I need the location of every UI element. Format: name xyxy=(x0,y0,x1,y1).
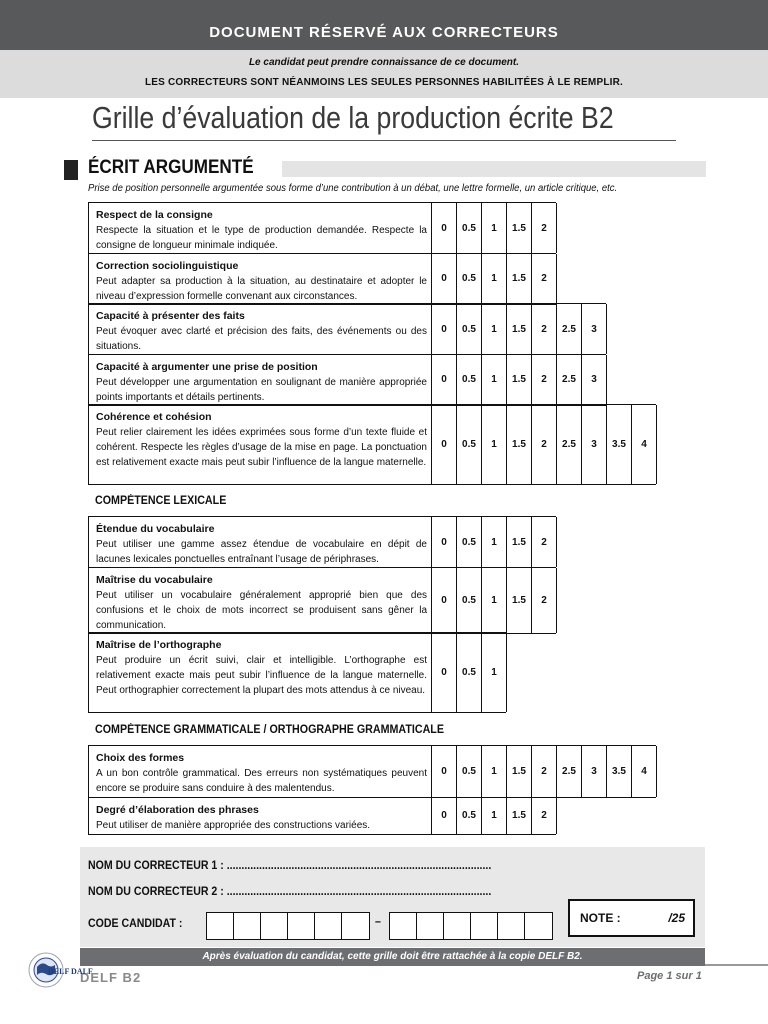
score-option[interactable]: 0 xyxy=(432,304,457,354)
note-box[interactable] xyxy=(568,899,695,937)
criterion-title: Cohérence et cohésion xyxy=(96,411,212,423)
score-cells xyxy=(432,633,507,712)
score-option[interactable]: 1 xyxy=(482,405,507,484)
criterion-title: Capacité à argumenter une prise de position xyxy=(96,360,318,373)
score-option[interactable]: 2 xyxy=(532,746,557,797)
criterion-text: Peut utiliser un vocabulaire généralement approprié bien que des confusions et le choix de mots incorrect se produisent sans gêner la communication. xyxy=(96,589,427,631)
criterion-title: Degré d’élaboration des phrases xyxy=(96,803,259,816)
score-cells xyxy=(432,798,557,834)
score-option[interactable]: 1 xyxy=(482,746,507,797)
code-box[interactable] xyxy=(498,913,525,939)
score-option[interactable]: 2 xyxy=(532,517,557,567)
score-option[interactable]: 2 xyxy=(532,405,557,484)
code-box[interactable] xyxy=(234,913,261,939)
score-option[interactable]: 1.5 xyxy=(507,203,532,253)
score-option[interactable]: 3 xyxy=(582,355,607,405)
score-option[interactable]: 1.5 xyxy=(507,798,532,834)
score-option[interactable]: 2 xyxy=(532,203,557,253)
score-option[interactable]: 0 xyxy=(432,203,457,253)
criterion-row xyxy=(88,202,556,254)
score-option[interactable]: 1 xyxy=(482,568,507,633)
score-option[interactable]: 0.5 xyxy=(457,517,482,567)
criterion-row xyxy=(88,303,606,355)
exam-label: DELF B2 xyxy=(80,970,142,985)
score-option[interactable]: 0 xyxy=(432,405,457,484)
score-option[interactable]: 1.5 xyxy=(507,746,532,797)
criterion-title: Choix des formes xyxy=(96,752,185,764)
score-option[interactable]: 1 xyxy=(482,254,507,304)
score-option[interactable]: 3 xyxy=(582,304,607,354)
logo-text: DELF DALF xyxy=(48,967,93,976)
score-option[interactable]: 1.5 xyxy=(507,517,532,567)
score-option[interactable]: 1.5 xyxy=(507,254,532,304)
score-option[interactable]: 0 xyxy=(432,517,457,567)
page-number: Page 1 sur 1 xyxy=(637,970,702,982)
score-option[interactable]: 0 xyxy=(432,798,457,834)
code-box[interactable] xyxy=(342,913,369,939)
criterion-row xyxy=(88,253,556,305)
candidate-code-boxes-2[interactable] xyxy=(389,912,553,940)
note-label: NOTE : xyxy=(580,911,621,925)
criterion-row xyxy=(88,797,556,835)
score-cells xyxy=(432,405,657,484)
score-option[interactable]: 1 xyxy=(482,355,507,405)
section-title: ÉCRIT ARGUMENTÉ xyxy=(88,157,254,178)
criterion-row xyxy=(88,567,556,634)
score-cells xyxy=(432,254,557,304)
score-option[interactable]: 2 xyxy=(532,304,557,354)
code-dash: – xyxy=(375,916,381,928)
score-option[interactable]: 1 xyxy=(482,304,507,354)
score-option[interactable]: 2.5 xyxy=(557,746,582,797)
criterion-text: Peut utiliser une gamme assez étendue de vocabulaire en dépit de lacunes lexicales ponctuelles entraînant l’usage de périphrases. xyxy=(96,539,427,565)
code-box[interactable] xyxy=(390,913,417,939)
score-option[interactable]: 0 xyxy=(432,355,457,405)
notice-line-2: LES CORRECTEURS SONT NÉANMOINS LES SEULES PERSONNES HABILITÉES À LE REMPLIR. xyxy=(144,77,624,88)
criterion-description xyxy=(89,746,432,797)
section-subtitle: Prise de position personnelle argumentée sous forme d’une contribution à un débat, une lettre formelle, un article critique, etc. xyxy=(88,183,618,194)
criterion-description xyxy=(89,355,432,405)
code-box[interactable] xyxy=(261,913,288,939)
criterion-title: Capacité à présenter des faits xyxy=(96,310,245,322)
criterion-text: Peut produire un écrit suivi, clair et intelligible. L’orthographe est relativement exacte mais peut subir l’influence de la langue maternelle. Peut orthographier correctement la plupart des mots attendus à ce niveau. xyxy=(96,655,427,696)
score-option[interactable]: 1 xyxy=(482,633,507,712)
criterion-text: Peut développer une argumentation en soulignant de manière appropriée points importants et détails pertinents. xyxy=(96,376,427,403)
criterion-text: A un bon contrôle grammatical. Des erreurs non systématiques peuvent encore se produire sans conduire à des malentendus. xyxy=(96,768,427,794)
score-option[interactable]: 0 xyxy=(432,254,457,304)
score-option[interactable]: 3.5 xyxy=(607,405,632,484)
criterion-title: Étendue du vocabulaire xyxy=(96,523,215,535)
score-option[interactable]: 1 xyxy=(482,517,507,567)
score-cells xyxy=(432,304,607,354)
criterion-text: Peut utiliser de manière appropriée des constructions variées. xyxy=(96,819,371,831)
score-option[interactable]: 1.5 xyxy=(507,355,532,405)
score-cells xyxy=(432,746,657,797)
criterion-text: Respecte la situation et le type de production demandée. Respecte la consigne de longueur minimale indiquée. xyxy=(96,225,427,251)
score-option[interactable]: 4 xyxy=(632,746,657,797)
criterion-description xyxy=(89,203,432,253)
score-option[interactable]: 2 xyxy=(532,254,557,304)
code-box[interactable] xyxy=(525,913,552,939)
score-option[interactable]: 0.5 xyxy=(457,568,482,633)
score-option[interactable]: 4 xyxy=(632,405,657,484)
criterion-row xyxy=(88,404,656,485)
score-option[interactable]: 0 xyxy=(432,746,457,797)
score-option[interactable]: 0.5 xyxy=(457,746,482,797)
score-option[interactable]: 2 xyxy=(532,568,557,633)
criterion-title: Correction sociolinguistique xyxy=(96,259,239,272)
footer-rule xyxy=(705,964,768,966)
criterion-title: Maîtrise du vocabulaire xyxy=(96,573,213,586)
criterion-row xyxy=(88,745,656,798)
title-underline xyxy=(92,140,676,141)
score-cells xyxy=(432,203,557,253)
criterion-text: Peut relier clairement les idées exprimées sous forme d’un texte fluide et cohérent. Respecte les règles d’usage de la mise en page. La ponctuation est relativement exacte mais peut subir l’influence de la langue maternelle. xyxy=(96,427,427,468)
corrector-2-field[interactable]: NOM DU CORRECTEUR 2 : .......................................................................................... xyxy=(88,886,492,898)
note-total: /25 xyxy=(668,911,685,925)
score-option[interactable]: 1.5 xyxy=(507,568,532,633)
criterion-row xyxy=(88,632,506,713)
score-option[interactable]: 0.5 xyxy=(457,304,482,354)
score-option[interactable]: 1 xyxy=(482,798,507,834)
notice-line-1: Le candidat peut prendre connaissance de ce document. xyxy=(248,57,520,68)
criterion-text: Peut évoquer avec clarté et précision des faits, des événements ou des situations. xyxy=(96,326,427,352)
corrector-1-field[interactable]: NOM DU CORRECTEUR 1 : .......................................................................................... xyxy=(88,860,492,872)
score-option[interactable]: 2 xyxy=(532,355,557,405)
criterion-description xyxy=(89,405,432,484)
candidate-notice xyxy=(0,50,768,98)
criterion-row xyxy=(88,516,556,568)
criterion-description xyxy=(89,568,432,633)
delf-dalf-logo xyxy=(26,950,93,990)
code-box[interactable] xyxy=(444,913,471,939)
score-option[interactable]: 3 xyxy=(582,405,607,484)
criterion-title: Respect de la consigne xyxy=(96,209,213,221)
section-title-bar xyxy=(282,161,706,177)
score-cells xyxy=(432,355,607,405)
attach-notice: Après évaluation du candidat, cette grille doit être rattachée à la copie DELF B2. xyxy=(80,948,705,966)
candidate-code-label: CODE CANDIDAT : xyxy=(88,918,183,930)
criterion-description xyxy=(89,517,432,567)
heading-lexical: COMPÉTENCE LEXICALE xyxy=(95,495,227,507)
reserved-banner: DOCUMENT RÉSERVÉ AUX CORRECTEURS xyxy=(0,0,768,50)
score-cells xyxy=(432,517,557,567)
score-option[interactable]: 0.5 xyxy=(457,798,482,834)
criterion-row xyxy=(88,354,606,406)
score-option[interactable]: 1.5 xyxy=(507,304,532,354)
score-option[interactable]: 0 xyxy=(432,633,457,712)
score-option[interactable]: 0.5 xyxy=(457,203,482,253)
score-option[interactable]: 3 xyxy=(582,746,607,797)
score-option[interactable]: 2.5 xyxy=(557,304,582,354)
code-box[interactable] xyxy=(315,913,342,939)
candidate-code-boxes-1[interactable] xyxy=(206,912,370,940)
criterion-text: Peut adapter sa production à la situation, au destinataire et adopter le niveau d’expression formelle convenant aux circonstances. xyxy=(96,275,427,302)
score-option[interactable]: 2.5 xyxy=(557,405,582,484)
code-box[interactable] xyxy=(207,913,234,939)
code-box[interactable] xyxy=(417,913,444,939)
score-option[interactable]: 2 xyxy=(532,798,557,834)
score-option[interactable]: 0.5 xyxy=(457,633,482,712)
score-option[interactable]: 0 xyxy=(432,568,457,633)
score-option[interactable]: 0.5 xyxy=(457,405,482,484)
criterion-description xyxy=(89,304,432,354)
score-option[interactable]: 1 xyxy=(482,203,507,253)
score-option[interactable]: 2.5 xyxy=(557,355,582,405)
criterion-description xyxy=(89,633,432,712)
section-marker xyxy=(64,160,78,180)
heading-grammar: COMPÉTENCE GRAMMATICALE / ORTHOGRAPHE GRAMMATICALE xyxy=(95,724,444,736)
criterion-title: Maîtrise de l’orthographe xyxy=(96,639,222,651)
score-option[interactable]: 3.5 xyxy=(607,746,632,797)
score-cells xyxy=(432,568,557,633)
page-title: Grille d’évaluation de la production écrite B2 xyxy=(92,100,614,135)
score-option[interactable]: 0.5 xyxy=(457,355,482,405)
criterion-description xyxy=(89,254,432,304)
code-box[interactable] xyxy=(471,913,498,939)
code-box[interactable] xyxy=(288,913,315,939)
score-option[interactable]: 0.5 xyxy=(457,254,482,304)
score-option[interactable]: 1.5 xyxy=(507,405,532,484)
criterion-description xyxy=(89,798,432,834)
